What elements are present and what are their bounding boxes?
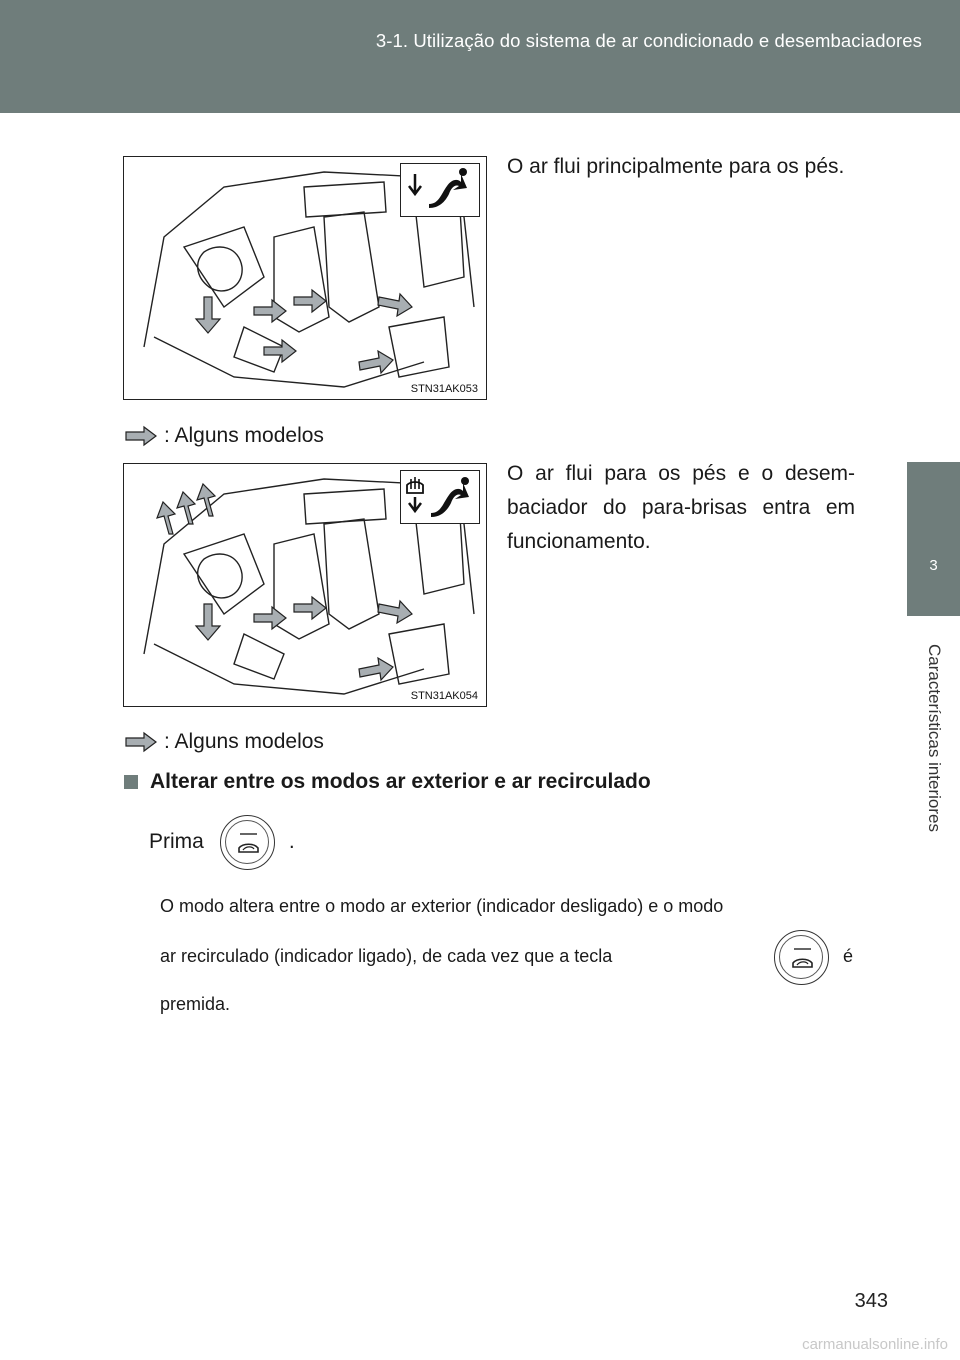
chapter-label: Características interiores bbox=[925, 643, 944, 833]
watermark: carmanualsonline.info bbox=[802, 1336, 948, 1353]
feet-airflow-icon bbox=[400, 163, 480, 217]
paragraph-line-3: premida. bbox=[160, 994, 231, 1014]
chapter-number: 3 bbox=[929, 557, 938, 574]
recirculation-icon bbox=[221, 816, 276, 871]
airflow-arrow-icon bbox=[124, 425, 158, 447]
section-heading bbox=[124, 770, 651, 794]
section-bullet bbox=[124, 775, 138, 789]
figure-1-note bbox=[124, 422, 324, 450]
figure-2-description: O ar flui para os pés e o desem-baciador do para-brisas entra em funcionamento. bbox=[507, 462, 855, 553]
figure-code: STN31AK054 bbox=[410, 690, 478, 702]
paragraph-line-2-start: ar recirculado (indicador ligado), de cada vez que a tecla bbox=[160, 946, 613, 966]
figure-2-note bbox=[124, 728, 324, 756]
note-text: : Alguns modelos bbox=[164, 730, 324, 753]
chapter-tab bbox=[907, 462, 960, 616]
page-header bbox=[0, 0, 960, 113]
paragraph-line-2-end: é bbox=[842, 946, 853, 966]
figure-1-description: O ar flui principalmente para os pés. bbox=[507, 155, 845, 178]
figure-feet-mode bbox=[123, 156, 487, 400]
feet-defrost-airflow-icon bbox=[400, 470, 480, 524]
section-title: Alterar entre os modos ar exterior e ar recirculado bbox=[150, 770, 651, 793]
paragraph-line-1: O modo altera entre o modo ar exterior (indicador desligado) e o modo bbox=[160, 896, 724, 916]
figure-feet-defrost-mode bbox=[123, 463, 487, 707]
paragraph-line-2 bbox=[160, 930, 855, 988]
press-instruction bbox=[149, 812, 295, 872]
page-number: 343 bbox=[854, 1290, 888, 1312]
press-prefix: Prima bbox=[149, 830, 204, 853]
recirculation-button-inline[interactable] bbox=[774, 930, 829, 985]
figure-code: STN31AK053 bbox=[410, 383, 478, 395]
note-text: : Alguns modelos bbox=[164, 424, 324, 447]
recirculation-button[interactable] bbox=[220, 815, 275, 870]
press-suffix: . bbox=[288, 830, 295, 853]
header-title: 3-1. Utilização do sistema de ar condicionado e desembaciadores bbox=[375, 30, 922, 51]
airflow-arrow-icon bbox=[124, 731, 158, 753]
recirculation-icon bbox=[775, 931, 830, 986]
